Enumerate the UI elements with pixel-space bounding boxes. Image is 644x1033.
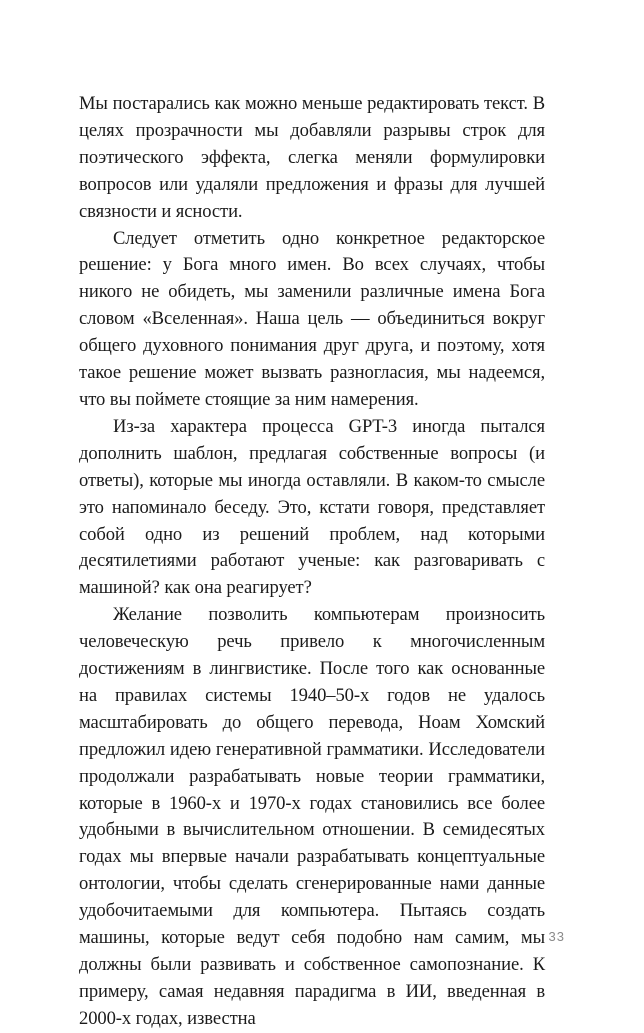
paragraph-editorial-decision: Следует отметить одно конкретное редакторское решение: у Бога много имен. Во всех случаях, чтобы никого не обидеть, мы заменили различные имена Бога словом «Вселенная». Наша цель — объединиться вокруг общего духовного понимания друг друга, и поэтому, хотя такое решение может вызвать разногласия, мы надеемся, что вы поймете стоящие за ним намерения.: [79, 227, 545, 410]
page-number: 33: [548, 929, 565, 944]
paragraph-editing-note: Мы постарались как можно меньше редактировать текст. В целях прозрачности мы добавляли разрывы строк для поэтического эффекта, слегка меняли формулировки вопросов или удаляли предложения и фразы для лучшей связности и ясности.: [79, 93, 545, 222]
body-text: [79, 91, 545, 1033]
paragraph-gpt3-process: Из-за характера процесса GPT-3 иногда пытался дополнить шаблон, предлагая собственные вопросы (и ответы), которые мы иногда оставляли. В каком-то смысле это напоминало беседу. Это, кстати говоря, представляет собой одно из решений проблем, над которыми десятилетиями работают ученые: как разговаривать с машиной? как она реагирует?: [79, 415, 545, 599]
paragraph-linguistics-history: Желание позволить компьютерам произносить человеческую речь привело к многочисленным достижениям в лингвистике. После того как основанные на правилах системы 1940–50-х годов не удалось масштабировать до общего перевода, Ноам Хомский предложил идею генеративной грамматики. Исследователи продолжали разрабатывать новые теории грамматики, которые в 1960-х и 1970-х годах становились все более удобными в вычислительном отношении. В семидесятых годах мы впервые начали разрабатывать концептуальные онтологии, чтобы сделать сгенерированные нами данные удобочитаемыми для компьютера. Пытаясь создать машины, которые ведут себя подобно нам самим, мы должны были развивать и собственное самопознание. К примеру, самая недавняя парадигма в ИИ, введенная в 2000-х годах, известна: [79, 604, 545, 1029]
